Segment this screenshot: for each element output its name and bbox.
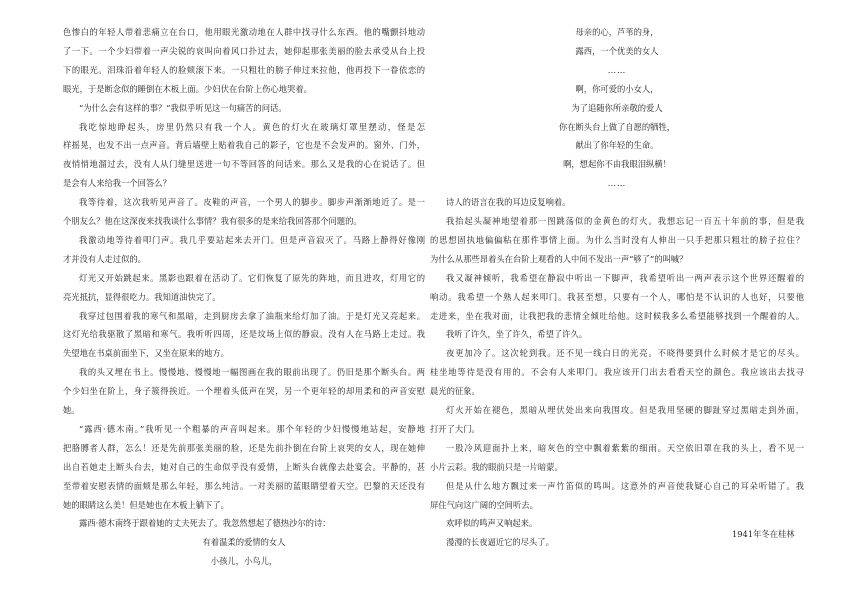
text-line: 她。 [63, 405, 80, 415]
text-line: 露西，一个优美的女人 [575, 45, 659, 56]
text-line: 漫漫的长夜逼近它的尽头了。 [446, 537, 554, 548]
text-line: 眼光，于是断念似的睡倒在木板上面。少妇伏在台阶上伤心地哭着。 [63, 83, 312, 94]
text-line: 但是从什么地方飘过来一声竹笛似的鸣叫。这意外的声音使我疑心自己的耳朵听错了。我 [446, 480, 804, 491]
text-line: 小孩儿，小鸟儿， [210, 556, 278, 567]
text-line: 了一下。一个少妇带着一声尖锐的哀叫向着风口扑过去，她仰起那张美丽的脸去承受从台上投 [63, 45, 425, 56]
text-line: 下的眼光。泪珠沿着年轻人的脸颊滚下来。一只粗壮的膀子伸过来拉他，他再投下一眷依恋的 [63, 64, 425, 75]
text-line: 我的头又埋在书上。慢慢地、慢慢地一幅图画在我的眼前出现了。仍旧是那个断头台。两 [79, 367, 425, 378]
date-signature: 1941年冬在桂林 [732, 529, 795, 539]
text-line: 我听了许久，坐了许久，希望了许久。 [446, 329, 588, 340]
text-line: 色惨白的年轻人带着悲痛立在台口，他用眼光激动地在人群中找寻什么东西。他的嘴颤抖地动 [63, 27, 425, 37]
text-line: 打开了大门。 [430, 423, 480, 434]
text-line: 失望地在书桌前面坐下，又坐在原来的地方。 [63, 348, 229, 359]
text-line: 至带着安慰表情的面颊是那么年轻，那么纯洁。一对美丽的蓝眼睛望着天空。巴黎的天还没有 [63, 480, 425, 491]
text-line: 啊，想起你不由我眼泪纵横！ [563, 159, 671, 170]
text-line: 欢呼似的鸣声又响起来。 [446, 518, 538, 529]
text-line: 这灯光给我驱散了黑暗和寒气。我听听四周，还是坟场上似的静寂。没有人在马路上走过。我 [63, 329, 425, 340]
text-line: 啊，你可爱的小女人， [575, 83, 659, 94]
text-line: 把胳膊者人群，怎么！还是先前那张美丽的脸，还是先前扑倒在台阶上哀哭的女人，现在她伸 [63, 442, 425, 453]
text-line: 是会有人来给我一个回答么？ [63, 178, 171, 189]
text-line: 她的眼睛这么美！但是她也在木板上躺下了。 [63, 499, 229, 510]
text-line: “露西·德木南。”我听见一个粗暴的声音叫起来。那个年轻的少妇慢慢地站起，安静地 [79, 423, 425, 434]
text-line: 我激动地等待着叩门声。我几乎要站起来去开门。但是声音寂灭了。马路上静得好像刚 [79, 234, 425, 245]
text-line: 灯光又开始跳起来。黑影也跟着在活动了。它们恢复了原先的阵地，而且进攻，灯用它的 [79, 272, 425, 283]
text-line: 桂坐地等待是没有用的。不会有人来叩门。我应该开门出去看看天空的颜色。我应该出去找寻 [430, 367, 804, 378]
text-line: 我抬起头凝神地望着那一图跳荡似的金黄色的灯火。我想忘记一百五十年前的事，但是我 [446, 216, 804, 226]
text-line: 晨光的征象。 [430, 386, 480, 397]
text-line: …… [607, 64, 627, 75]
text-line: 才并没有人走过似的。 [63, 253, 146, 264]
text-line: 一股冷风迎面扑上来，暗灰色的空中飘着紫紫的细雨。天空依旧罩在我的头上，看不见一 [446, 442, 804, 453]
text-line: 灯火开始在褪色，黑暗从埋伏处出来向我围攻。但是我用坚硬的脚趾穿过黑暗走到外面， [446, 405, 804, 415]
text-line: 我吃惊地睁起头，房里仍然只有我一个人。黄色的灯火在玻璃灯罩里摆动，怪是怎 [79, 121, 425, 132]
text-line: 我又凝神倾听，我希望在静寂中听出一下脚声，我希望听出一两声表示这个世界还醒着的 [446, 272, 804, 283]
text-line: “为什么会有这样的事？”我似乎听见这一句痛苦的问话。 [79, 102, 287, 113]
text-line: 个少妇坐在阶上，身子簇得挨近。一个埋着头低声在哭，另一个更年轻的却用柔和的声音安慰 [63, 386, 425, 397]
text-line: 走进来，坐在我对面，让我把我的悲情全倾吐给他。这时候我多么希望能够找到一个醒着的人。 [430, 310, 804, 321]
text-line: 夜更加冷了。这次轮到我。还不见一线白日的光亮。不晓得要到什么时候才是它的尽头。 [446, 348, 804, 359]
text-line: 出自若她走上断头台去，她对自己的生命似乎没有爱情，上断头台就像去赴宴会。平静的，甚 [63, 461, 425, 472]
text-line: 我等待着，这次我听见声音了。皮鞋的声音，一个男人的脚步。脚步声渐渐地近了。是一 [79, 197, 425, 208]
text-line: 的思想固执地偏偏粘在那件事情上面。为什么当时没有人伸出一只手把那只粗壮的膀子拉住？ [430, 234, 804, 245]
text-line: 为什么从那些昂着头在台阶上观看的人中间不发出一声“够了”的叫喊？ [430, 253, 688, 264]
text-line: 露西·德木南终于跟着她的丈夫死去了。我忽然想起了德热沙尔的诗： [79, 518, 331, 529]
text-line: …… [607, 178, 627, 189]
text-line: 亮光抵抗，显得很吃力。我知道油快完了。 [63, 291, 221, 302]
text-line: 献出了你年轻的生命。 [575, 140, 659, 151]
text-line: 为了追随你所亲敬的爱人 [571, 102, 663, 113]
text-line: 小片云彩。我的眼前只是一片暗蒙。 [430, 461, 563, 472]
text-line: 个朋友么？他在这深夜来找我谈什么事情？我有很多的是来给我回答那个问题的。 [63, 216, 362, 226]
text-line: 响动。我希望一个熟人起来叩门。我甚至想，只要有一个人，哪怕是不认识的人也好，只要他 [430, 291, 804, 302]
text-line: 夜悄悄地溜过去，没有人从门缝里送进一句不等回答的问话来。那么又是我的心在说话了。但 [63, 159, 425, 170]
text-line: 样摇晃，也发不出一点声音。背后墙壁上贴着我自己的影子，它也是不会发声的。窗外、门外， [63, 140, 425, 151]
text-line: 母亲的心，芦苇的身， [575, 27, 659, 37]
text-line: 有着温柔的爱情的女人 [202, 537, 286, 548]
text-line: 诗人的语言在我的耳边反复响着。 [446, 197, 571, 208]
text-line: 我穿过包围着我的寒气和黑暗，走到厨房去拿了油瓶来给灯加了油。于是灯光又亮起来。 [79, 310, 425, 321]
text-line: 你在断头台上做了自愿的牺牲， [558, 121, 676, 132]
text-line: 屏住气向这广阔的空间听去。 [430, 499, 538, 510]
